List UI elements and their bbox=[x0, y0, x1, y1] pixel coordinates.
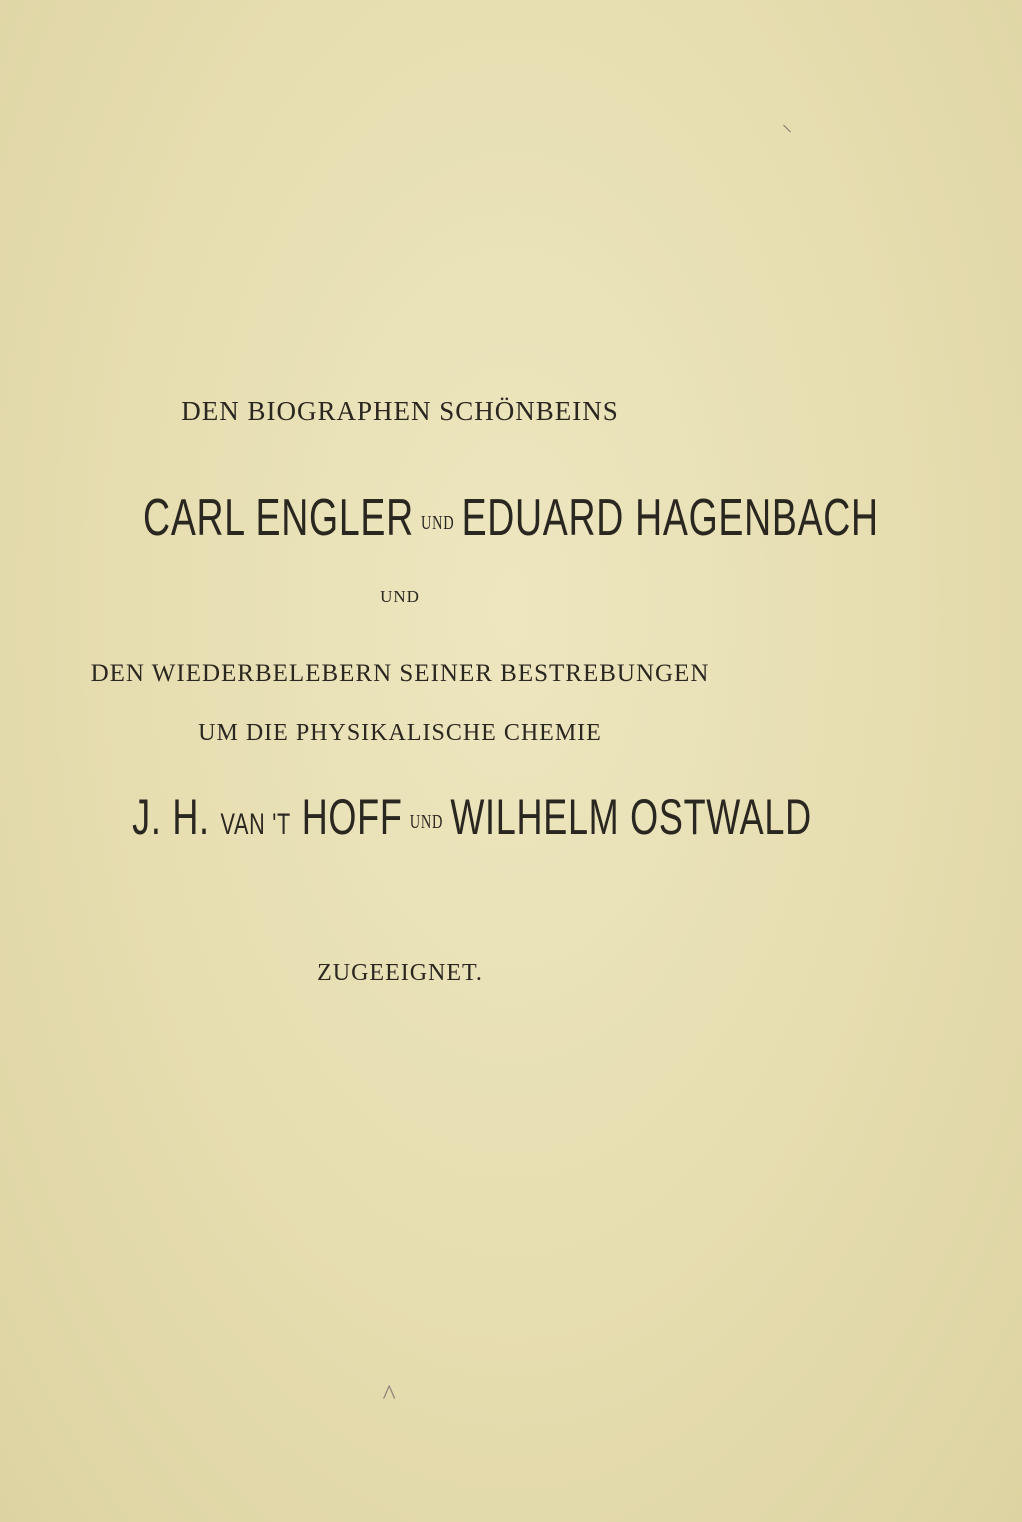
dedication-line-biographers: DEN BIOGRAPHEN SCHÖNBEINS bbox=[181, 396, 619, 426]
name-block-2 bbox=[132, 788, 812, 846]
und-connector-2: UND bbox=[409, 811, 444, 833]
name-carl-engler: CARL ENGLER bbox=[143, 489, 414, 547]
pencil-mark: ^ bbox=[382, 1380, 394, 1411]
corner-tick-mark bbox=[783, 125, 791, 133]
closing-zugeeignet: ZUGEEIGNET. bbox=[317, 960, 483, 986]
name-block-1 bbox=[143, 488, 879, 548]
name-eduard-hagenbach: EDUARD HAGENBACH bbox=[461, 489, 879, 547]
name-van-t: VAN 'T bbox=[220, 808, 291, 841]
name-wilhelm-ostwald: WILHELM OSTWALD bbox=[450, 789, 812, 845]
name-jh: J. H. bbox=[132, 789, 210, 845]
und-line: UND bbox=[380, 587, 420, 606]
name-hoff: HOFF bbox=[301, 789, 403, 845]
dedication-names-engler-hagenbach bbox=[0, 488, 879, 552]
dedication-names-vanthoff-ostwald bbox=[0, 788, 812, 852]
dedication-line-revivers: DEN WIEDERBELEBERN SEINER BESTREBUNGEN bbox=[90, 660, 710, 687]
und-connector-1: UND bbox=[421, 512, 455, 534]
dedication-line-physical-chemistry: UM DIE PHYSIKALISCHE CHEMIE bbox=[198, 720, 602, 746]
